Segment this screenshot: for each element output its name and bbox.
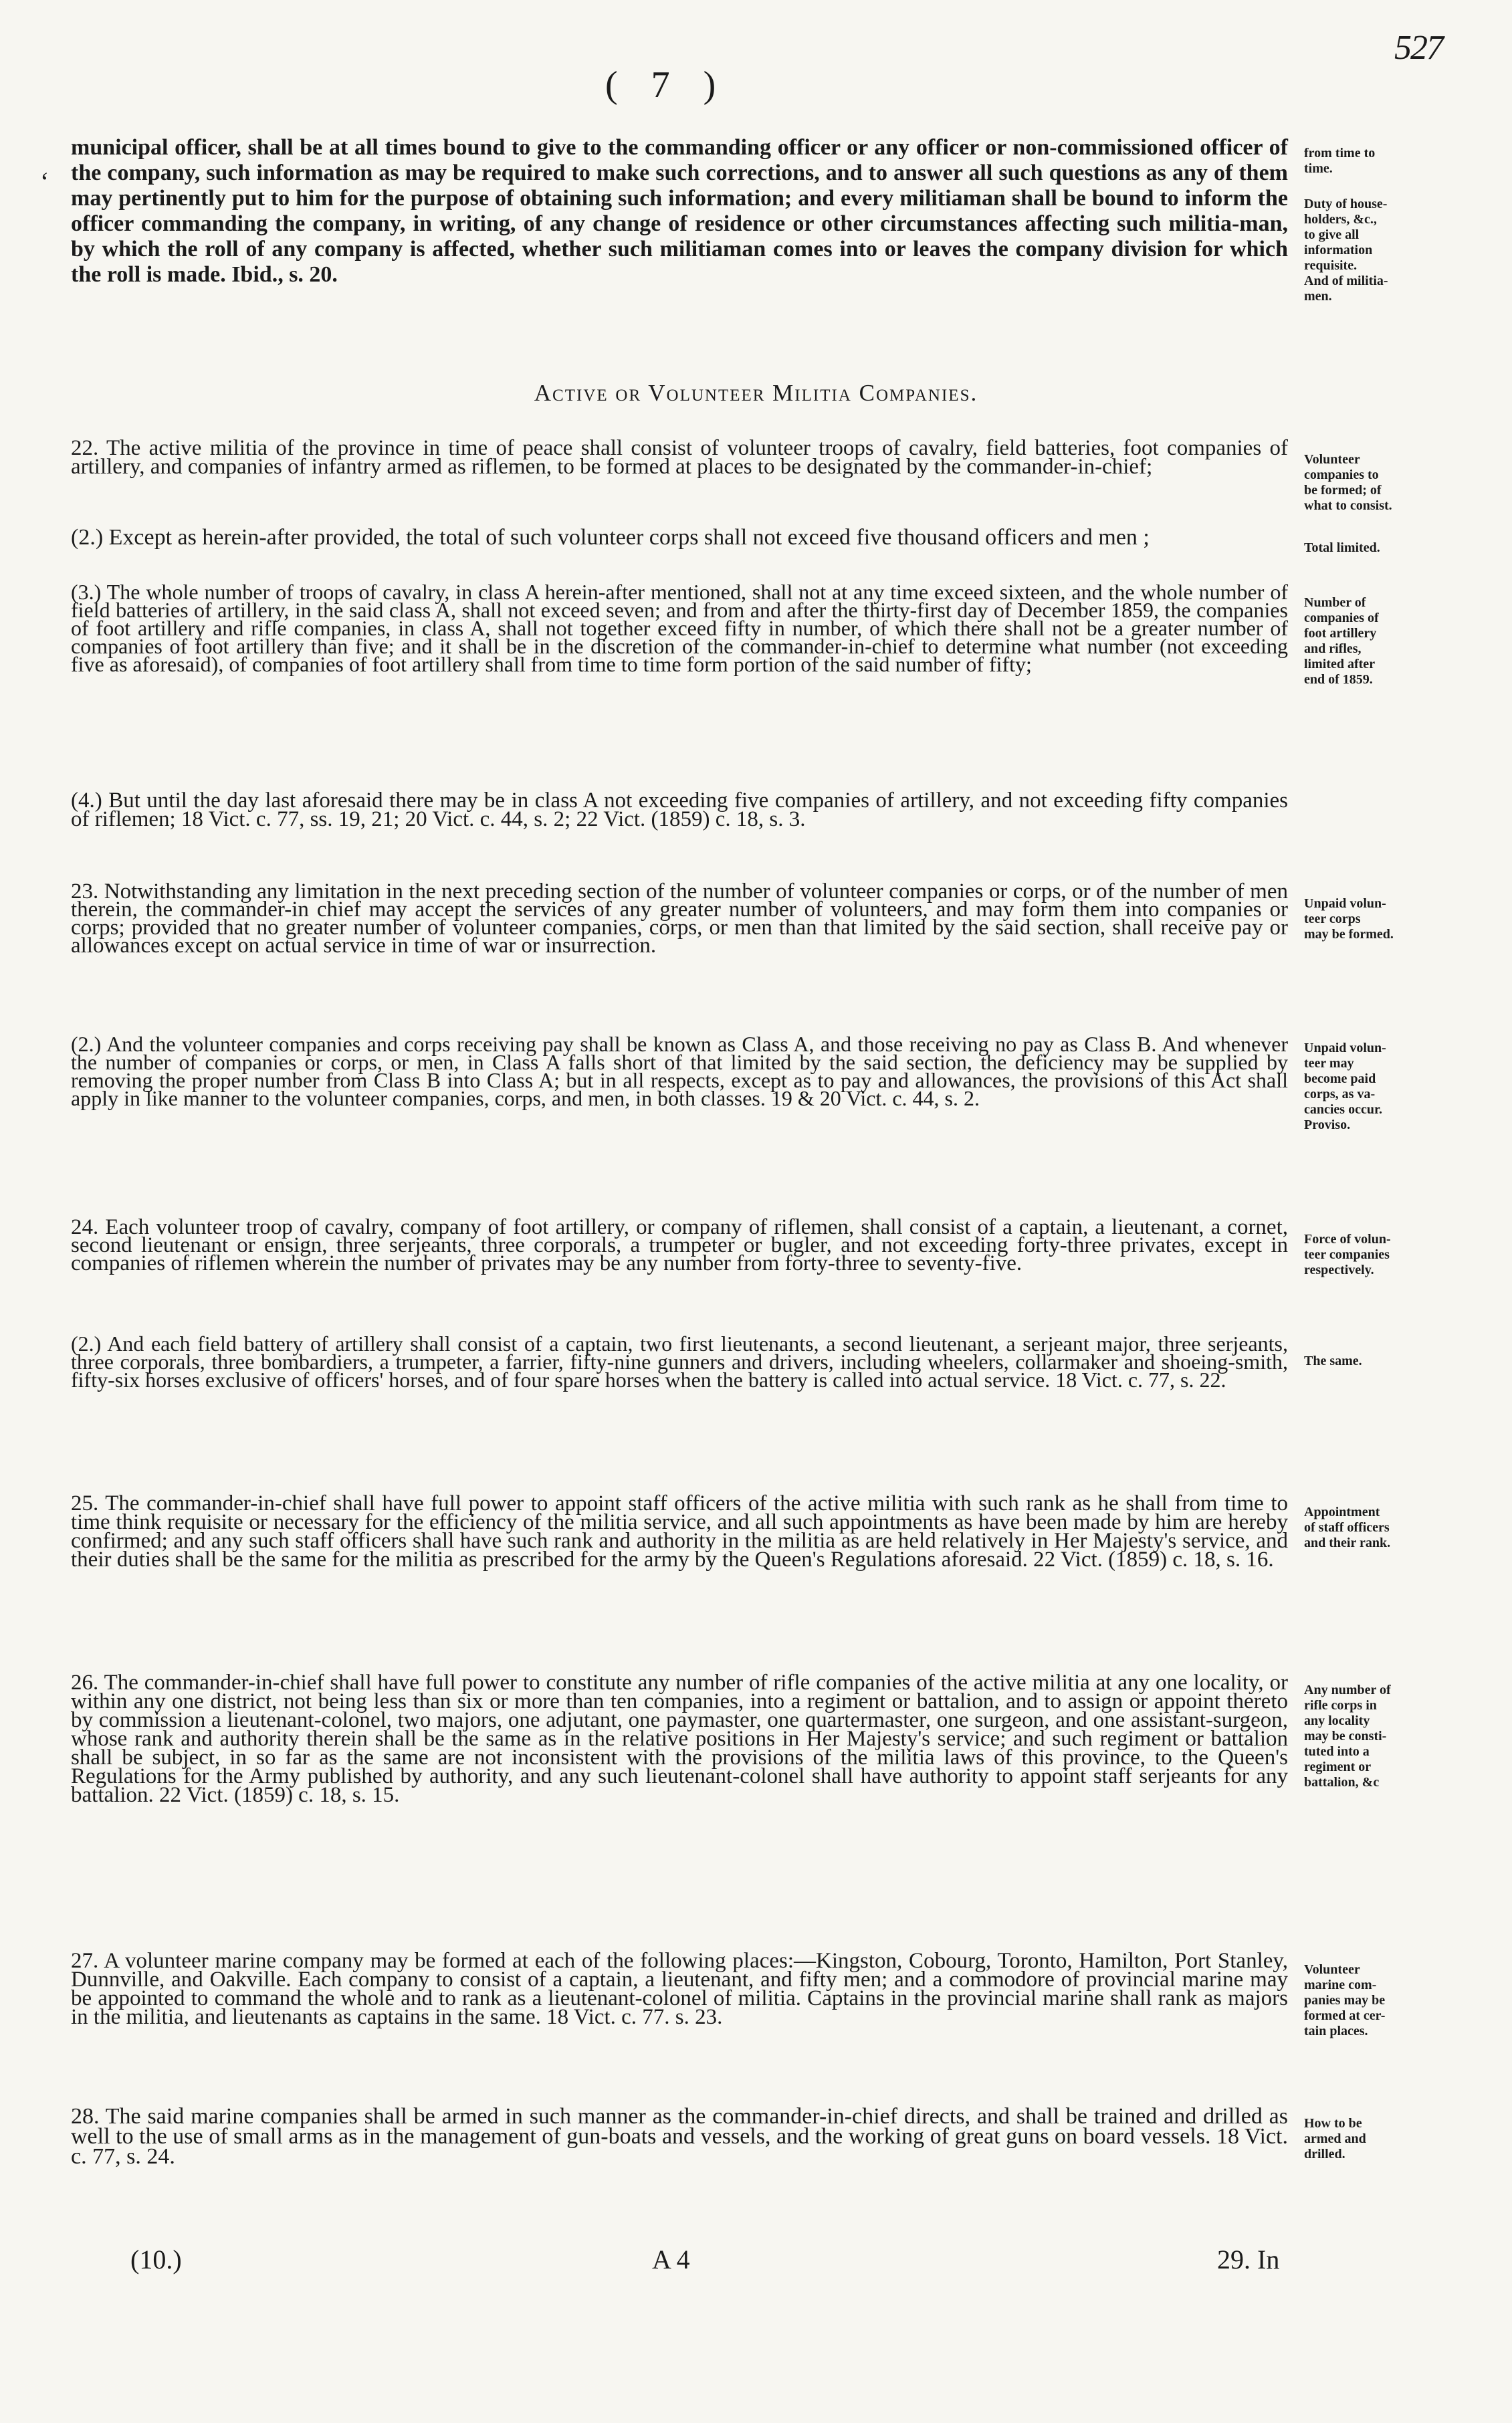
footer-catchword: 29. In [1217,2244,1280,2275]
paragraph-22-3: (3.) The whole number of troops of cavalry, in class A herein-after mentioned, shall not at any time exceed sixteen, and the whole number of field batteries of artillery, in the said class A, shall not exceed seven; and from and after the thirty-first day of December 1859, the companies of foot artillery and rifle companies, in class A, shall not together exceed fifty in number, of which there shall not be a greater number of companies of foot artillery than five; and it shall be in the discretion of the commander-in-chief to determine what number (not exceeding five as aforesaid), of companies of foot artillery shall from time to time form portion of the said number of fifty; [71,580,1288,676]
sidenote-force-of-companies: Force of volun- teer companies respectively. [1304,1232,1391,1277]
sidenote-marine-companies: Volunteer marine com- panies may be formed at cer- tain places. [1304,1962,1386,2038]
paragraph-24: 24. Each volunteer troop of cavalry, company of foot artillery, or company of riflemen, shall consist of a captain, a lieutenant, a cornet, second lieutenant or ensign, three serjeants, three corporals, a trumpeter or bugler, and not exceeding forty-three privates, except in companies of riflemen wherein the number of privates may be any number from forty-three to seventy-five. [71,1215,1288,1275]
paragraph-27: 27. A volunteer marine company may be formed at each of the following places:—Kingston, Cobourg, Toronto, Hamilton, Port Stanley, Dunnville, and Oakville. Each company to consist of a captain, a lieutenant, and fifty men; and a commodore of provincial marine may be appointed to command the whole and to rank as a lieutenant-colonel of militia. Captains in the provincial marine shall rank as majors in the militia, and lieutenants as captains in the same. 18 Vict. c. 77. s. 23. [71,1949,1288,2029]
paragraph-23: 23. Notwithstanding any limitation in the next preceding section of the number of volunteer companies or corps, or of the number of men therein, the commander-in chief may accept the services of any greater number of volunteers, and may form them into companies or corps; provided that no greater number of volunteer companies, corps, or men than that limited by the said section, shall receive pay or allowances except on actual service in time of war or insurrection. [71,879,1288,958]
sidenote-duty-of-householders: Duty of house- holders, &c., to give all information requisite. And of militia- men. [1304,197,1388,304]
margin-mark: ‘ [40,167,49,197]
footer-signature-mark: A 4 [652,2244,690,2275]
footer-left-number: (10.) [130,2244,182,2275]
sidenote-total-limited: Total limited. [1304,540,1380,555]
sidenote-staff-officers: Appointment of staff officers and their rank. [1304,1505,1391,1550]
sidenote-volunteer-companies: Volunteer companies to be formed; of what to consist. [1304,452,1392,513]
sidenote-rifle-corps: Any number of rifle corps in any locality may be consti- tuted into a regiment or battalion, &c [1304,1683,1391,1790]
paragraph-22-4: (4.) But until the day last aforesaid there may be in class A not exceeding five companies of artillery, and not exceeding fifty companies of riflemen; 18 Vict. c. 77, ss. 19, 21; 20 Vict. c. 44, s. 2; 22 Vict. (1859) c. 18, s. 3. [71,788,1288,831]
paragraph-25: 25. The commander-in-chief shall have full power to appoint staff officers of the active militia with such rank as he shall from time to time think requisite or necessary for the efficiency of the militia service, and all such appointments as have been made by him are hereby confirmed; and any such staff officers shall have such rank and authority in the militia as are held relatively in Her Majesty's service, and their duties shall be the same for the militia as prescribed for the army by the Queen's Regulations aforesaid. 22 Vict. (1859) c. 18, s. 16. [71,1491,1288,1572]
section-heading: Active or Volunteer Militia Companies. [534,380,978,406]
corner-page-number: 527 [1394,29,1442,67]
page-number: ( 7 ) [605,64,728,106]
paragraph-23-2: (2.) And the volunteer companies and corps receiving pay shall be known as Class A, and those receiving no pay as Class B. And whenever the number of companies or corps, or men, in Class A falls short of that limited by the said section, the deficiency may be supplied by removing the proper number from Class B into Class A; but in all respects, except as to pay and allowances, the provisions of this Act shall apply in like manner to the volunteer companies, corps, and men, in both classes. 19 & 20 Vict. c. 44, s. 2. [71,1032,1288,1110]
paragraph-24-2: (2.) And each field battery of artillery shall consist of a captain, two first lieutenants, a second lieutenant, a serjeant major, three serjeants, three corporals, three bombardiers, a trumpeter, a farrier, fifty-nine gunners and drivers, including wheelers, collarmaker and shoeing-smith, fifty-six horses exclusive of officers' horses, and of four spare horses when the battery is called into actual service. 18 Vict. c. 77, s. 22. [71,1332,1288,1392]
sidenote-from-time: from time to time. [1304,146,1376,176]
sidenote-armed-and-drilled: How to be armed and drilled. [1304,2116,1366,2162]
paragraph-26: 26. The commander-in-chief shall have full power to constitute any number of rifle companies of the active militia at any one locality, or within any one district, not being less than six or more than ten companies, into a regiment or battalion, and to assign or appoint thereto by commission a lieutenant-colonel, two majors, one adjutant, one paymaster, one quartermaster, one surgeon, and one assistant-surgeon, whose rank and authority therein shall be the same as in the relative positions in Her Majesty's service; and such regiment or battalion shall be subject, in so far as the same are not inconsistent with the provisions of the militia laws of this province, to the Queen's Regulations for the Army published by authority, and any such lieutenant-colonel shall have authority to appoint staff serjeants for any battalion. 22 Vict. (1859) c. 18, s. 15. [71,1671,1288,1807]
sidenote-number-of-companies: Number of companies of foot artillery and rifles, limited after end of 1859. [1304,595,1379,687]
paragraph-28: 28. The said marine companies shall be armed in such manner as the commander-in-chief directs, and shall be trained and drilled as well to the use of small arms as in the management of gun-boats and vessels, and the working of great guns on board vessels. 18 Vict. c. 77, s. 24. [71,2104,1288,2169]
paragraph-22-2: (2.) Except as herein-after provided, the total of such volunteer corps shall not exceed five thousand officers and men ; [71,525,1150,550]
sidenote-the-same: The same. [1304,1354,1362,1368]
sidenote-unpaid-corps: Unpaid volun- teer corps may be formed. [1304,896,1394,942]
paragraph-22: 22. The active militia of the province in time of peace shall consist of volunteer troops of cavalry, field batteries, foot companies of artillery, and companies of infantry armed as riflemen, to be formed at places to be designated by the commander-in-chief; [71,436,1288,479]
paragraph-continuation: municipal officer, shall be at all times bound to give to the commanding officer or any officer or non-commissioned officer of the company, such information as may be required to make such corrections, and to answer all such questions as any of them may pertinently put to him for the purpose of obtaining such information; and every militiaman shall be bound to inform the officer commanding the company, in writing, of any change of residence or other circumstances affecting such militia-man, by which the roll of any company is affected, whether such militiaman comes into or leaves the company division for which the roll is made. Ibid., s. 20. [71,135,1288,287]
sidenote-unpaid-may-become-paid: Unpaid volun- teer may become paid corps, as va- cancies occur. Proviso. [1304,1041,1386,1132]
